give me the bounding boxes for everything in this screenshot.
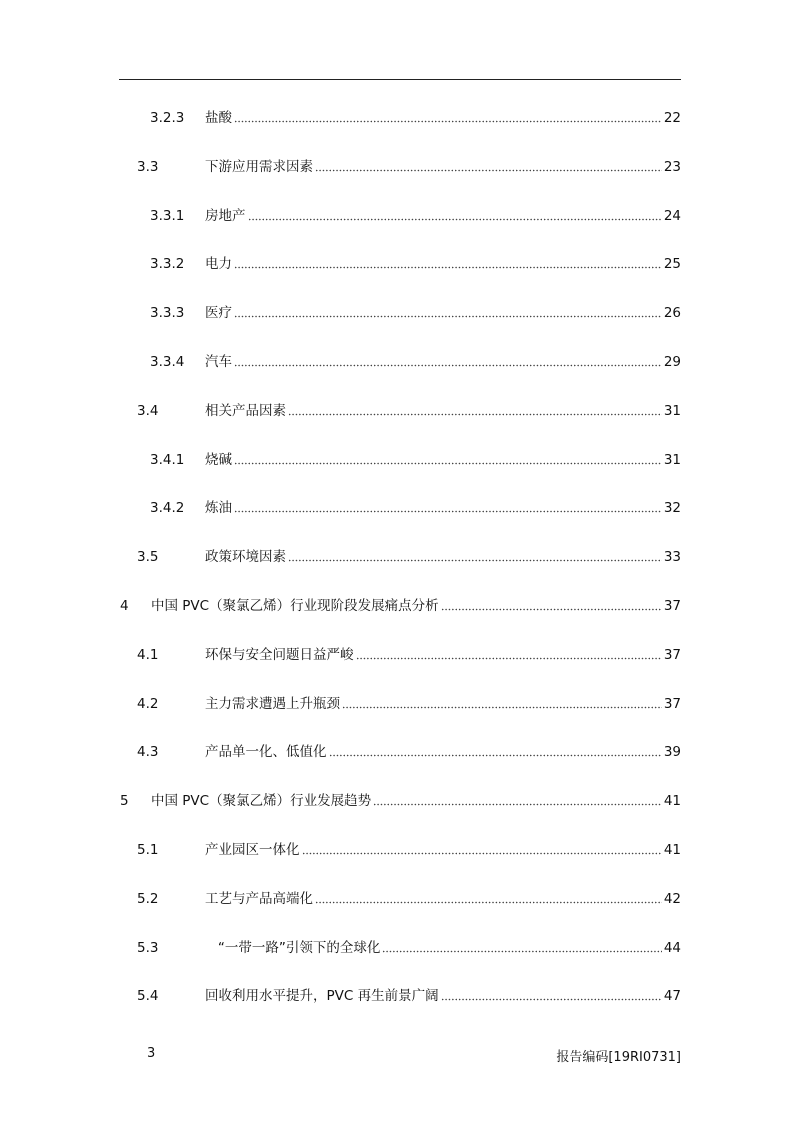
toc-entry[interactable] <box>0 145 800 194</box>
toc-entry-title: 工艺与产品高端化 <box>205 890 313 907</box>
toc-entry-number: 3.3.2 <box>150 256 185 273</box>
toc-entry-number: 4.2 <box>137 695 159 712</box>
toc-entry-page: 39 <box>663 744 681 761</box>
toc-entry-link[interactable] <box>205 109 681 127</box>
toc-dot-leader <box>234 364 662 367</box>
toc-entry-title: 盐酸 <box>205 110 232 126</box>
toc-entry-link[interactable] <box>151 792 681 810</box>
toc-entry-number: 5.4 <box>137 988 159 1005</box>
toc-entry-number: 5.2 <box>137 890 159 907</box>
toc-entry-number: 3.3.3 <box>150 305 185 322</box>
toc-entry[interactable] <box>0 926 800 975</box>
toc-entry-link[interactable] <box>205 207 681 225</box>
toc-entry-number: 3.2.3 <box>150 110 185 126</box>
toc-entry-title: 炼油 <box>205 500 232 517</box>
header-rule <box>119 79 681 80</box>
toc-entry-link[interactable] <box>205 695 681 713</box>
toc-entry[interactable] <box>0 438 800 487</box>
toc-entry-title: 相关产品因素 <box>205 402 286 419</box>
toc-entry-link[interactable] <box>205 499 681 517</box>
toc-dot-leader <box>234 510 662 513</box>
toc-dot-leader <box>373 803 662 806</box>
toc-entry[interactable] <box>0 194 800 243</box>
toc-dot-leader <box>329 754 662 757</box>
toc-entry[interactable] <box>0 828 800 877</box>
toc-dot-leader <box>248 218 662 221</box>
toc-entry-number: 3.3 <box>137 158 159 175</box>
toc-entry-link[interactable] <box>205 353 681 371</box>
toc-entry-number: 3.4.1 <box>150 451 185 468</box>
toc-dot-leader <box>441 998 662 1001</box>
toc-entry-title: 回收利用水平提升，PVC 再生前景广阔 <box>205 988 439 1005</box>
toc-dot-leader <box>441 608 662 611</box>
toc-entry[interactable] <box>0 389 800 438</box>
toc-entry[interactable] <box>0 779 800 828</box>
toc-entry[interactable] <box>0 96 800 145</box>
toc-entry-title: 下游应用需求因素 <box>205 158 313 175</box>
toc-entry-page: 37 <box>663 646 681 663</box>
toc-entry-number: 4.1 <box>137 646 159 663</box>
toc-entry-page: 47 <box>663 988 681 1005</box>
toc-entry[interactable] <box>0 730 800 779</box>
toc-dot-leader <box>234 462 662 465</box>
toc-entry[interactable] <box>0 242 800 291</box>
toc-entry-page: 37 <box>663 695 681 712</box>
toc-entry-title: 烧碱 <box>205 451 232 468</box>
toc-entry-title: 政策环境因素 <box>205 549 286 566</box>
toc-entry-number: 5 <box>120 793 129 810</box>
toc-entry-page: 41 <box>663 793 681 810</box>
toc-entry-number: 4.3 <box>137 744 159 761</box>
toc-entry-page: 42 <box>663 890 681 907</box>
toc-entry-link[interactable] <box>205 255 681 273</box>
toc-entry-page: 31 <box>663 402 681 419</box>
toc-entry-title: 医疗 <box>205 305 232 322</box>
table-of-contents <box>0 96 800 1023</box>
toc-entry-link[interactable] <box>205 987 681 1005</box>
toc-entry-page: 44 <box>663 939 681 956</box>
toc-entry[interactable] <box>0 974 800 1023</box>
toc-entry-link[interactable] <box>205 158 681 176</box>
toc-entry-page: 31 <box>663 451 681 468</box>
toc-entry-title: “一带一路”引领下的全球化 <box>205 939 381 956</box>
toc-entry-link[interactable] <box>205 743 681 761</box>
toc-entry-title: 房地产 <box>205 207 246 224</box>
toc-entry-link[interactable] <box>205 646 681 664</box>
toc-dot-leader <box>234 120 662 123</box>
toc-entry-page: 23 <box>663 158 681 175</box>
footer-report-code: 报告编码[19RI0731] <box>556 1050 681 1065</box>
toc-entry-title: 产业园区一体化 <box>205 841 300 858</box>
toc-entry-number: 4 <box>120 597 129 614</box>
toc-entry-link[interactable] <box>205 939 681 957</box>
toc-entry[interactable] <box>0 340 800 389</box>
toc-entry-number: 3.4.2 <box>150 500 185 517</box>
toc-entry[interactable] <box>0 633 800 682</box>
toc-entry-link[interactable] <box>205 548 681 566</box>
toc-dot-leader <box>315 901 662 904</box>
toc-dot-leader <box>234 266 662 269</box>
toc-entry[interactable] <box>0 877 800 926</box>
toc-entry[interactable] <box>0 291 800 340</box>
toc-dot-leader <box>382 950 661 953</box>
toc-entry-link[interactable] <box>205 841 681 859</box>
toc-entry-link[interactable] <box>205 451 681 469</box>
toc-entry-number: 3.3.4 <box>150 353 185 370</box>
toc-entry[interactable] <box>0 486 800 535</box>
toc-dot-leader <box>356 657 662 660</box>
toc-entry-page: 24 <box>663 207 681 224</box>
toc-entry-page: 32 <box>663 500 681 517</box>
toc-entry-title: 环保与安全问题日益严峻 <box>205 646 354 663</box>
toc-entry-page: 37 <box>663 597 681 614</box>
toc-entry-title: 中国 PVC（聚氯乙烯）行业发展趋势 <box>151 793 372 810</box>
toc-entry-page: 41 <box>663 841 681 858</box>
toc-entry-title: 产品单一化、低值化 <box>205 744 327 761</box>
toc-entry-page: 25 <box>663 256 681 273</box>
toc-dot-leader <box>302 852 662 855</box>
toc-entry-number: 3.4 <box>137 402 159 419</box>
toc-dot-leader <box>234 315 662 318</box>
toc-entry-number: 5.1 <box>137 841 159 858</box>
toc-entry-page: 33 <box>663 549 681 566</box>
toc-entry-link[interactable] <box>205 890 681 908</box>
toc-dot-leader <box>288 413 662 416</box>
toc-dot-leader <box>342 706 662 709</box>
toc-dot-leader <box>288 559 662 562</box>
toc-entry-title: 主力需求遭遇上升瓶颈 <box>205 695 340 712</box>
toc-dot-leader <box>315 169 662 172</box>
toc-entry-page: 22 <box>663 110 681 126</box>
toc-entry[interactable] <box>0 535 800 584</box>
toc-entry-number: 5.3 <box>137 939 159 956</box>
toc-entry-number: 3.5 <box>137 549 159 566</box>
toc-entry-link[interactable] <box>205 304 681 322</box>
toc-entry-number: 3.3.1 <box>150 207 185 224</box>
toc-entry[interactable] <box>0 584 800 633</box>
toc-entry-link[interactable] <box>205 402 681 420</box>
toc-entry-title: 中国 PVC（聚氯乙烯）行业现阶段发展痛点分析 <box>151 597 439 614</box>
toc-entry-page: 26 <box>663 305 681 322</box>
toc-entry-title: 汽车 <box>205 353 232 370</box>
toc-entry[interactable] <box>0 682 800 731</box>
toc-entry-title: 电力 <box>205 256 232 273</box>
toc-entry-page: 29 <box>663 353 681 370</box>
footer-page-number: 3 <box>147 1046 156 1061</box>
toc-entry-link[interactable] <box>151 597 681 615</box>
